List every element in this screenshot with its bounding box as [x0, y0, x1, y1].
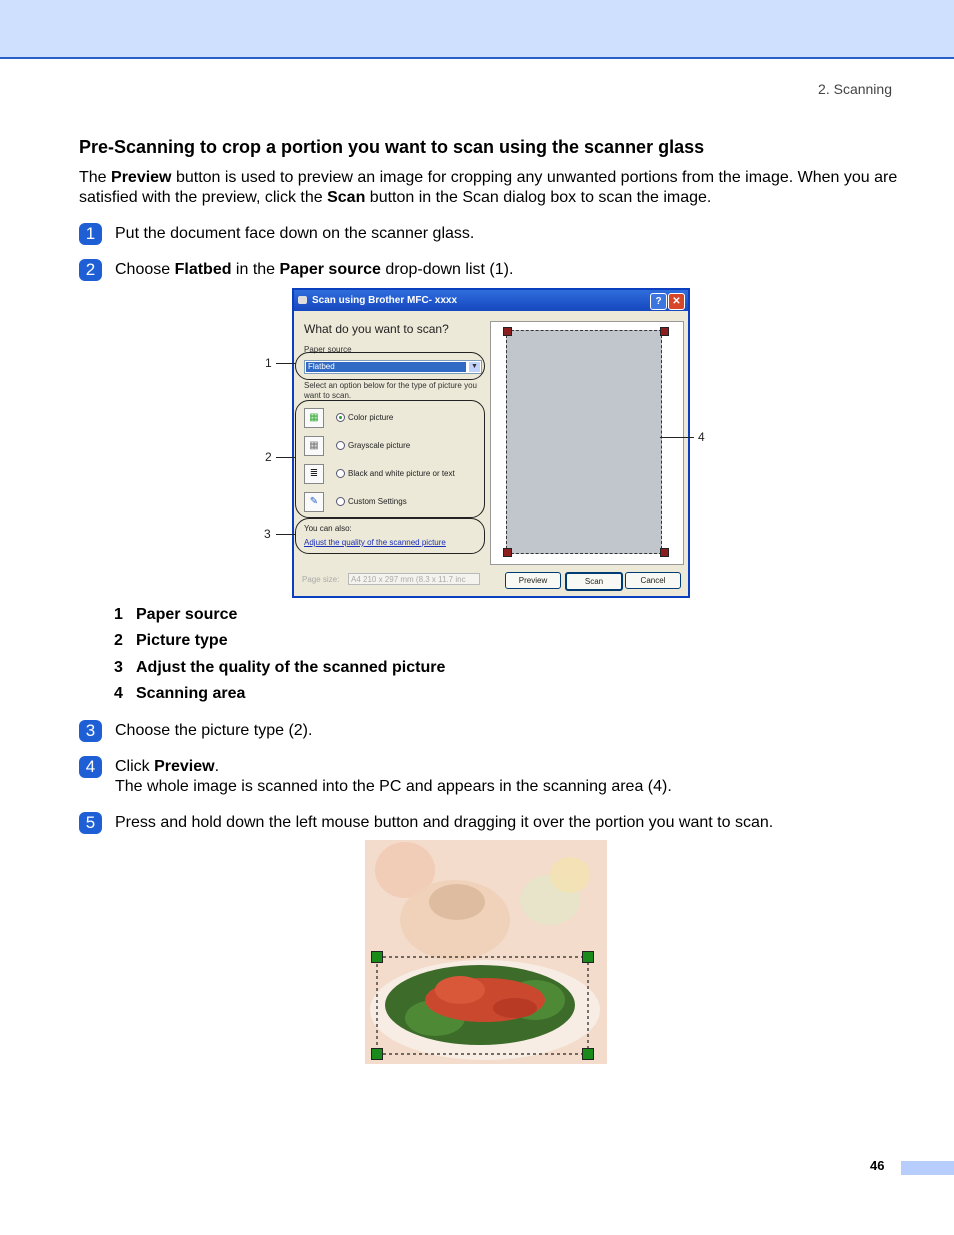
step-text: Put the document face down on the scanner glass.: [115, 225, 475, 242]
crop-handle-top-left[interactable]: [371, 951, 383, 963]
lobster-plate-illustration: [365, 840, 607, 1064]
help-icon[interactable]: ?: [650, 293, 667, 310]
step-number-badge: 2: [79, 259, 102, 281]
crop-handle-bottom-left[interactable]: [371, 1048, 383, 1060]
intro-paragraph: The Preview button is used to preview an image for cropping any unwanted portions from the image. When you are satisfied with the preview, click the Scan button in the Scan dialog box to scan the image.: [79, 169, 898, 206]
crop-handle-bottom-right[interactable]: [660, 548, 669, 557]
legend-item: 3 Adjust the quality of the scanned picture: [114, 659, 446, 676]
scanning-area[interactable]: [506, 330, 662, 554]
option-label: Grayscale picture: [348, 441, 411, 450]
section-title: Pre-Scanning to crop a portion you want to scan using the scanner glass: [79, 137, 705, 157]
callout-number: 2: [265, 450, 272, 464]
header-band: [0, 0, 954, 59]
callout-line: [276, 457, 296, 458]
dialog-question: What do you want to scan?: [304, 322, 449, 336]
legend-item: 2 Picture type: [114, 632, 228, 649]
step-number-badge: 1: [79, 223, 102, 245]
callout-line: [276, 363, 296, 364]
page-size-label: Page size:: [302, 575, 340, 584]
option-label: Color picture: [348, 413, 394, 422]
page-size-select: A4 210 x 297 mm (8.3 x 11.7 inc: [348, 573, 480, 585]
grayscale-picture-icon: ▦: [304, 436, 324, 456]
legend-item: 1 Paper source: [114, 606, 238, 623]
close-icon[interactable]: ✕: [668, 293, 685, 310]
step-text: Press and hold down the left mouse button and dragging it over the portion you want to scan.: [115, 814, 774, 831]
step-number-badge: 4: [79, 756, 102, 778]
option-label: Custom Settings: [348, 497, 407, 506]
crop-handle-bottom-left[interactable]: [503, 548, 512, 557]
step-text: Click Preview. The whole image is scanned into the PC and appears in the scanning area (4).: [115, 758, 672, 795]
page-number-bar: [901, 1161, 954, 1175]
step-text: Choose Flatbed in the Paper source drop-down list (1).: [115, 261, 514, 278]
callout-line: [660, 437, 694, 438]
crop-handle-bottom-right[interactable]: [582, 1048, 594, 1060]
crop-preview-image: [365, 840, 607, 1064]
paper-source-value: Flatbed: [306, 362, 466, 372]
callout-number: 1: [265, 356, 272, 370]
black-white-text-icon: ≣: [304, 464, 324, 484]
crop-handle-top-right[interactable]: [582, 951, 594, 963]
legend-item: 4 Scanning area: [114, 685, 246, 702]
also-label: You can also:: [304, 524, 352, 533]
page-number: 46: [870, 1158, 885, 1173]
step-number-badge: 5: [79, 812, 102, 834]
cancel-button[interactable]: Cancel: [625, 572, 681, 589]
option-label: Black and white picture or text: [348, 469, 455, 478]
custom-settings-icon: ✎: [304, 492, 324, 512]
callout-line: [276, 534, 296, 535]
dialog-titlebar: [294, 290, 688, 311]
preview-button[interactable]: Preview: [505, 572, 561, 589]
adjust-quality-link[interactable]: Adjust the quality of the scanned picture: [304, 538, 446, 547]
color-picture-icon: ▦: [304, 408, 324, 428]
callout-number: 3: [264, 527, 271, 541]
step-number-badge: 3: [79, 720, 102, 742]
callout-ring-picture-type: [295, 400, 485, 518]
crop-handle-top-left[interactable]: [503, 327, 512, 336]
chapter-label: 2. Scanning: [818, 81, 892, 97]
dialog-title: Scan using Brother MFC- xxxx: [312, 295, 458, 306]
callout-ring-adjust-quality: [295, 518, 485, 554]
step-text: Choose the picture type (2).: [115, 722, 313, 739]
scanner-icon: [298, 296, 307, 304]
picture-type-hint: Select an option below for the type of picture you want to scan.: [304, 381, 477, 400]
chevron-down-icon[interactable]: ▼: [469, 362, 480, 372]
callout-ring-paper-source: [295, 352, 485, 380]
crop-handle-top-right[interactable]: [660, 327, 669, 336]
callout-number: 4: [698, 430, 705, 444]
scan-button[interactable]: Scan: [565, 572, 623, 591]
paper-source-label: Paper source: [304, 345, 352, 354]
